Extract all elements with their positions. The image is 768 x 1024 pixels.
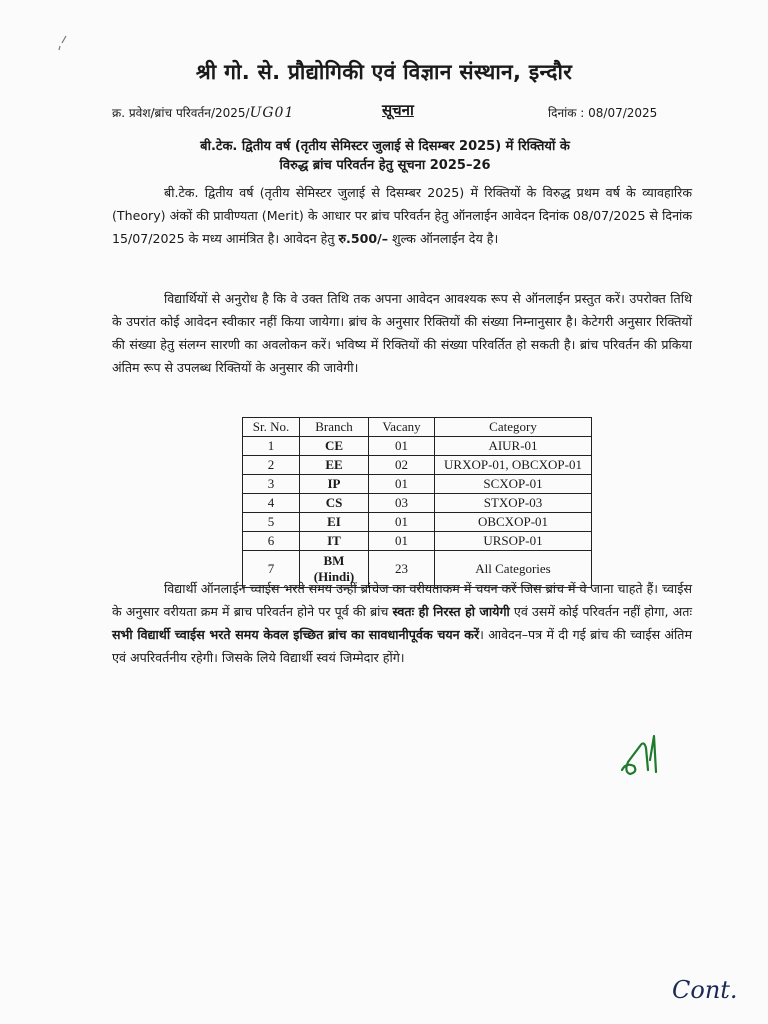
- cell-category: SCXOP-01: [435, 475, 592, 494]
- table-header-row: [243, 418, 592, 437]
- table-row: [243, 494, 592, 513]
- cell-vacancy: 01: [369, 513, 435, 532]
- reference-number: [112, 104, 294, 121]
- cell-vacancy: 01: [369, 437, 435, 456]
- subject-line-1: बी.टेक. द्वितीय वर्ष (तृतीय सेमिस्टर जुलाई से दिसम्बर 2025) में रिक्तियों के: [200, 139, 570, 154]
- cell-branch: CS: [300, 494, 369, 513]
- auto-cancel-notice: स्वतः ही निरस्त हो जायेगी: [392, 604, 510, 619]
- cell-branch: CE: [300, 437, 369, 456]
- cell-sr-no: 3: [243, 475, 300, 494]
- cell-branch: IP: [300, 475, 369, 494]
- cell-branch: EI: [300, 513, 369, 532]
- pen-mark: [56, 34, 70, 52]
- cell-sr-no: 5: [243, 513, 300, 532]
- paragraph-3-text: विद्यार्थी ऑनलाईन च्वाईस भरते समय उन्हीं ब्रांचेज का वरीयताकम में चयन करें जिस ब्रांच में वे जाना चाहते हैं। च्वाईस के अनुसार वरीयता क्रम में ब्राच परिवर्तन होने पर पूर्व की ब्रांच: [112, 581, 692, 619]
- cell-sr-no: 6: [243, 532, 300, 551]
- header-vacancy: Vacany: [369, 418, 435, 437]
- cell-branch: EE: [300, 456, 369, 475]
- notice-date: दिनांक : 08/07/2025: [548, 106, 658, 120]
- reference-handwritten: UG01: [249, 105, 295, 121]
- cell-vacancy: 23: [369, 551, 435, 588]
- header-branch: Branch: [300, 418, 369, 437]
- cell-vacancy: 01: [369, 532, 435, 551]
- subject: [150, 137, 620, 175]
- table-row: [243, 513, 592, 532]
- cell-vacancy: 02: [369, 456, 435, 475]
- cell-branch: IT: [300, 532, 369, 551]
- paragraph-3-end: । आवेदन–पत्र में दी गई ब्रांच की च्वाईस अंतिम एवं अपरिवर्तनीय रहेगी। जिसके लिये विद्यार्थी स्वयं जिम्मेदार होंगे।: [112, 627, 692, 665]
- cell-branch: BM (Hindi): [300, 551, 369, 588]
- table-row: [243, 532, 592, 551]
- cell-category: AIUR-01: [435, 437, 592, 456]
- institute-title: श्री गो. से. प्रौद्योगिकी एवं विज्ञान संस्थान, इन्दौर: [195, 60, 573, 84]
- cell-sr-no: 4: [243, 494, 300, 513]
- cell-vacancy: 03: [369, 494, 435, 513]
- notice-heading: सूचना: [382, 101, 414, 119]
- table-row: [243, 475, 592, 494]
- careful-choice-notice: सभी विद्यार्थी च्वाईस भरते समय केवल इच्छित ब्रांच का सावधानीपूर्वक चयन करें: [112, 627, 480, 642]
- cell-vacancy: 01: [369, 475, 435, 494]
- cell-category: All Categories: [435, 551, 592, 588]
- vacancy-table: [242, 417, 592, 588]
- application-fee: रु.500/–: [338, 231, 389, 246]
- continued-note: Cont.: [672, 976, 738, 1004]
- paragraph-1-text: बी.टेक. द्वितीय वर्ष (तृतीय सेमिस्टर जुलाई से दिसम्बर 2025) में रिक्तियों के विरुद्ध प्रथम वर्ष के व्यावहारिक (Theory) अंकों की प्रावीण्यता (Merit) के आधार पर ब्रांच परिवर्तन हेतु ऑनलाईन आवेदन दिनांक 08/07/2025 से दिनांक 15/07/2025 के मध्य आमंत्रित है। आवेदन हेतु: [112, 185, 692, 246]
- header-category: Category: [435, 418, 592, 437]
- cell-sr-no: 2: [243, 456, 300, 475]
- cell-category: URSOP-01: [435, 532, 592, 551]
- header-sr-no: Sr. No.: [243, 418, 300, 437]
- paragraph-2: विद्यार्थियों से अनुरोध है कि वे उक्त तिथि तक अपना आवेदन आवश्यक रूप से ऑनलाईन प्रस्तुत करें। उपरोक्त तिथि के उपरांत कोई आवेदन स्वीकार नहीं किया जायेगा। ब्रांच के अनुसार रिक्तियों की संख्या निम्नानुसार है। केटेगरी अनुसार रिक्तियों की संख्या हेतु संलग्न सारणी का अवलोकन करें। भविष्य में रिक्तियों की संख्या परिवर्तित हो सकती है। ब्रांच परिवर्तन की प्रकिया अंतिम रूप से उपलब्ध रिक्तियों के अनुसार की जावेगी।: [112, 291, 692, 375]
- cell-category: STXOP-03: [435, 494, 592, 513]
- paragraph-3-mid: एवं उसमें कोई परिवर्तन नहीं होगा, अतः: [509, 604, 693, 619]
- signature: [616, 732, 666, 780]
- table-row: [243, 456, 592, 475]
- cell-sr-no: 7: [243, 551, 300, 588]
- cell-sr-no: 1: [243, 437, 300, 456]
- subject-line-2: विरुद्ध ब्रांच परिवर्तन हेतु सूचना 2025–26: [279, 158, 491, 173]
- table-row: [243, 437, 592, 456]
- paragraph-1-end: शुल्क ऑनलाईन देय है।: [388, 231, 499, 246]
- reference-text: क्र. प्रवेश/ब्रांच परिवर्तन/2025/: [112, 106, 250, 120]
- paragraph-1: [112, 181, 692, 250]
- paragraph-3: [112, 577, 692, 669]
- cell-category: URXOP-01, OBCXOP-01: [435, 456, 592, 475]
- cell-category: OBCXOP-01: [435, 513, 592, 532]
